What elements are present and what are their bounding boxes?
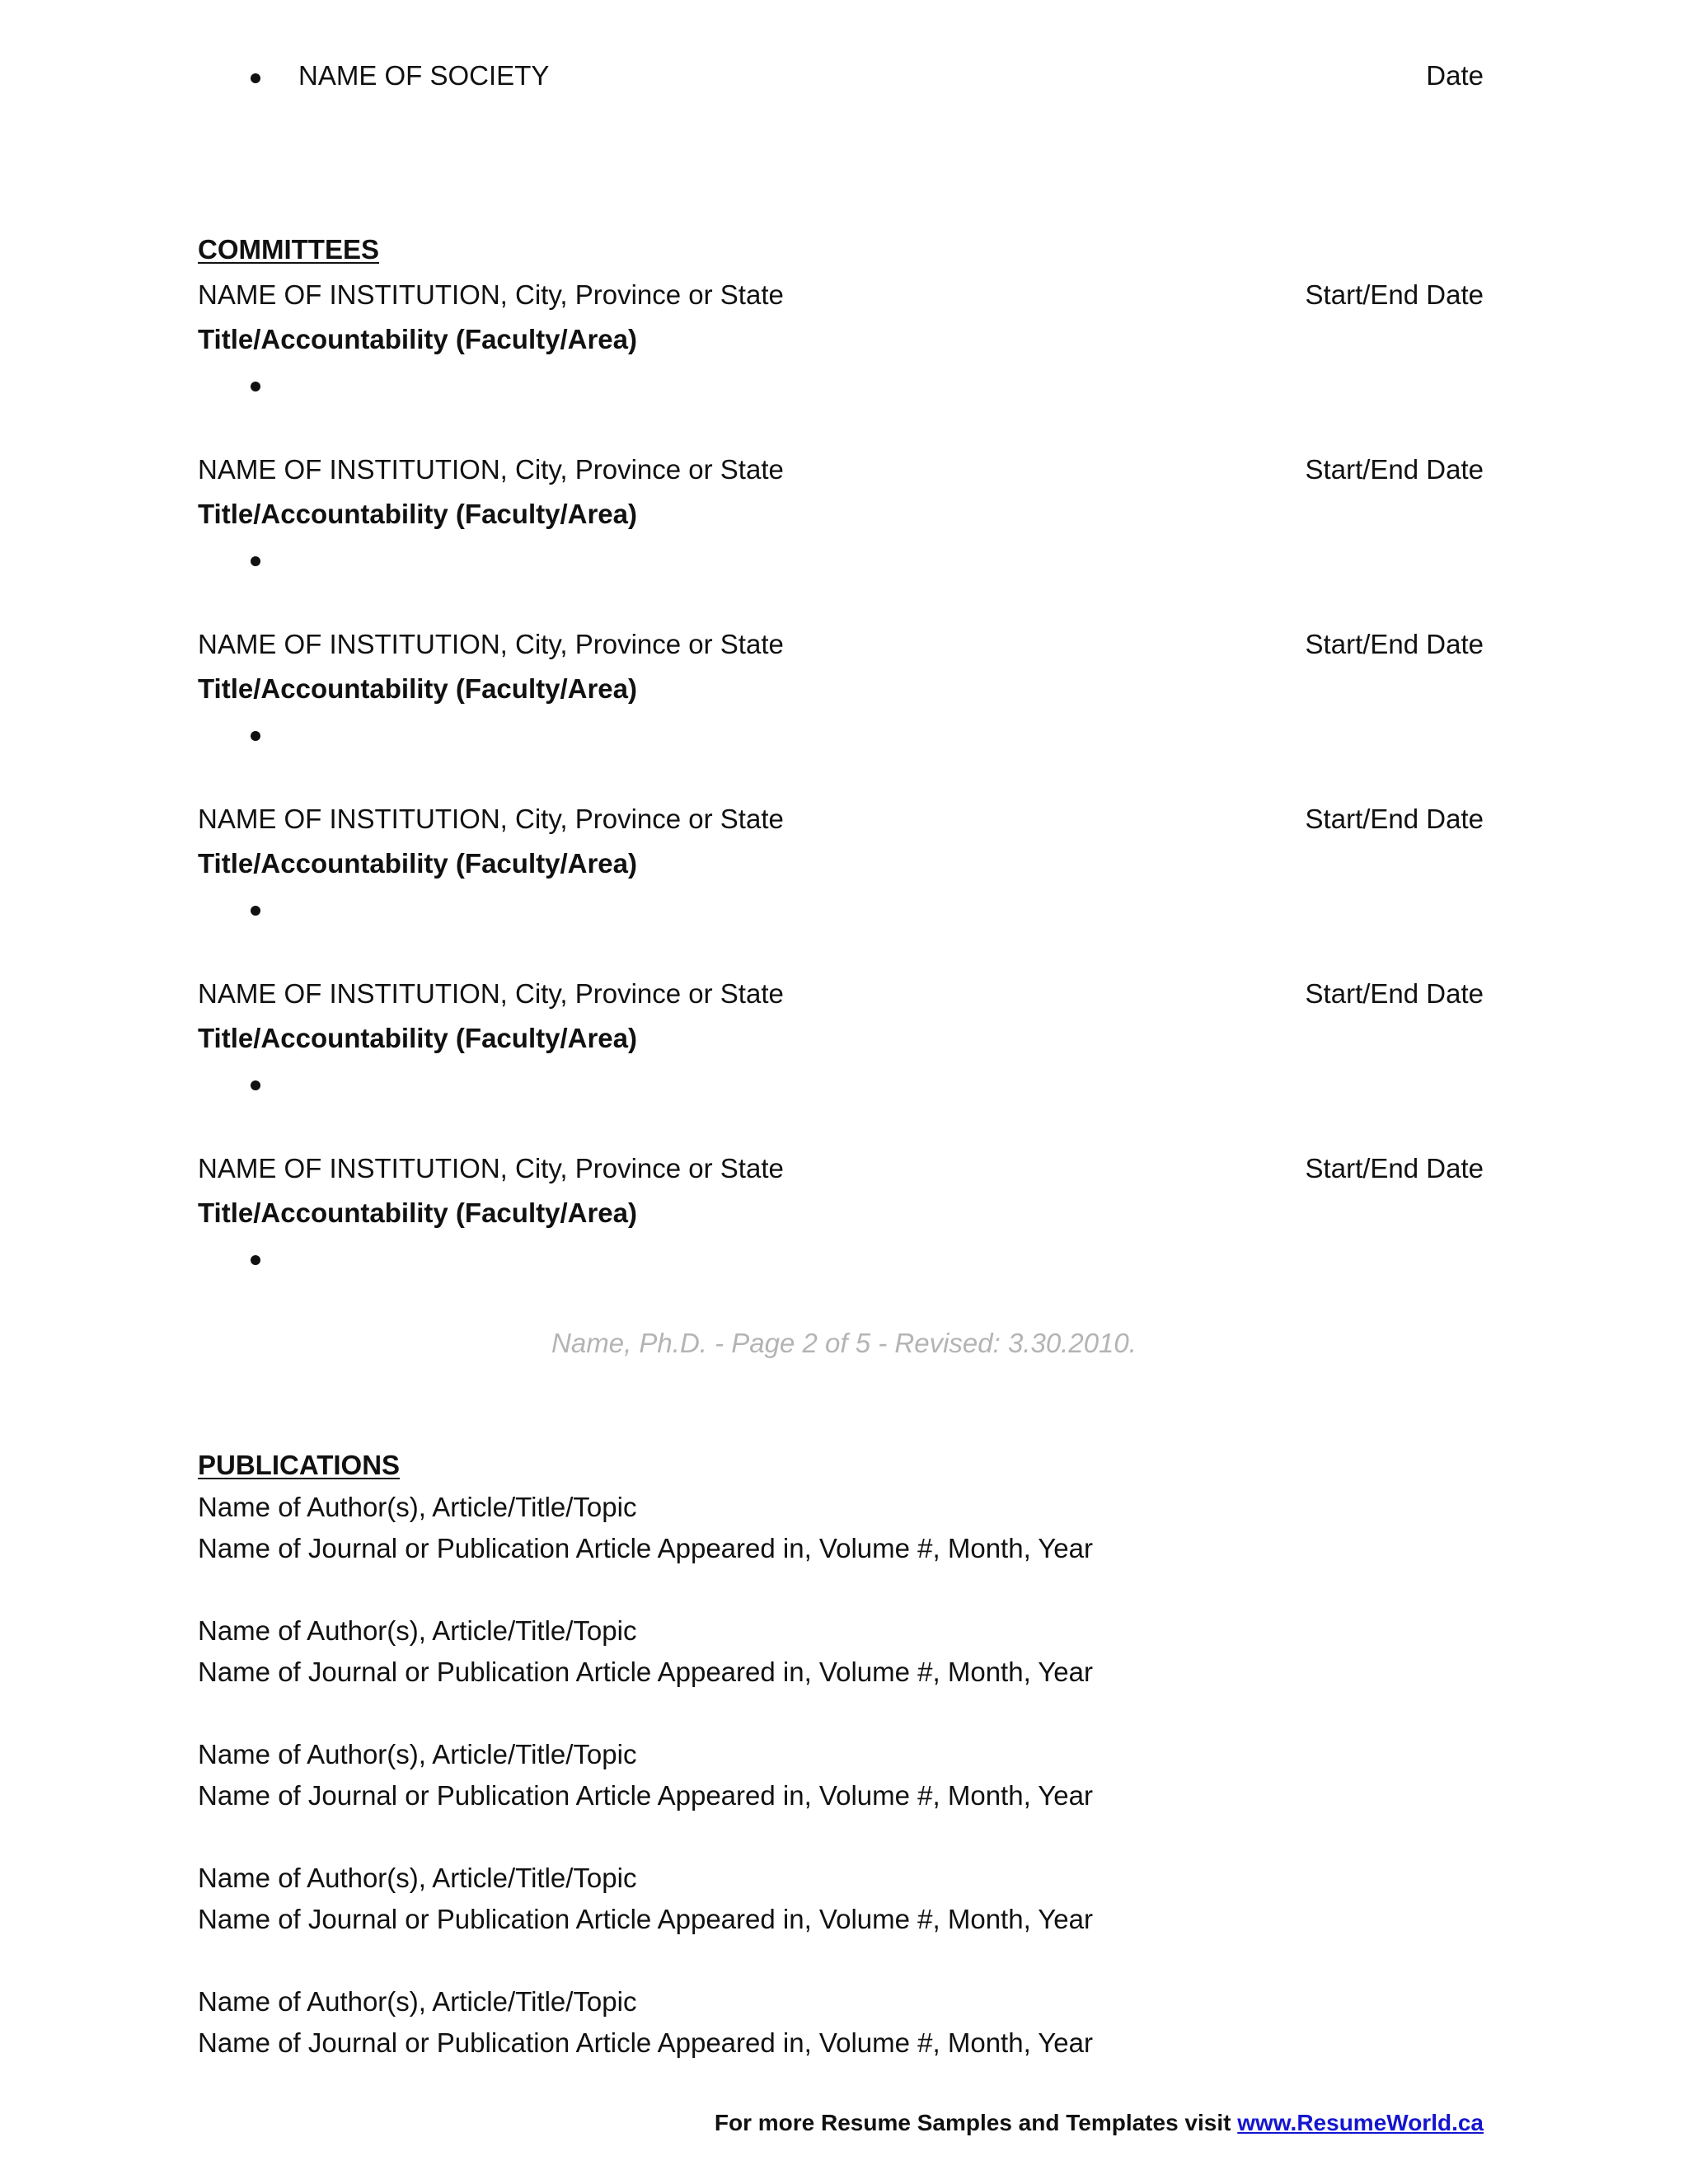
committees-heading: COMMITTEES [198,234,379,265]
society-name: NAME OF SOCIETY [298,60,550,91]
committee-title: Title/Accountability (Faculty/Area) [198,1197,637,1228]
committee-institution: NAME OF INSTITUTION, City, Province or State [198,279,784,310]
committee-title: Title/Accountability (Faculty/Area) [198,848,637,879]
committee-date: Start/End Date [1305,1153,1484,1183]
committee-title: Title/Accountability (Faculty/Area) [198,673,637,704]
committee-institution: NAME OF INSTITUTION, City, Province or State [198,804,784,834]
committee-bullet [251,1255,260,1265]
committee-date: Start/End Date [1305,279,1484,310]
publication-author: Name of Author(s), Article/Title/Topic [198,1986,637,2017]
committee-bullet [251,906,260,916]
committee-date: Start/End Date [1305,454,1484,485]
committee-bullet [251,731,260,741]
committee-bullet [251,556,260,566]
committee-title: Title/Accountability (Faculty/Area) [198,1023,637,1053]
society-bullet [251,73,260,83]
resumeworld-link[interactable]: www.ResumeWorld.ca [1237,2110,1484,2135]
committee-title: Title/Accountability (Faculty/Area) [198,324,637,354]
committee-title: Title/Accountability (Faculty/Area) [198,499,637,529]
society-date: Date [1426,60,1484,91]
promo-line [715,2108,1484,2138]
publication-journal: Name of Journal or Publication Article Appeared in, Volume #, Month, Year [198,1657,1093,1687]
committee-date: Start/End Date [1305,629,1484,659]
publication-journal: Name of Journal or Publication Article Appeared in, Volume #, Month, Year [198,2027,1093,2058]
page-footer: Name, Ph.D. - Page 2 of 5 - Revised: 3.30.2010. [551,1328,1137,1358]
promo-text: For more Resume Samples and Templates visit [714,2110,1238,2135]
committee-date: Start/End Date [1305,804,1484,834]
committee-institution: NAME OF INSTITUTION, City, Province or State [198,978,784,1009]
committee-institution: NAME OF INSTITUTION, City, Province or State [198,454,784,485]
publications-heading: PUBLICATIONS [198,1450,401,1480]
publication-author: Name of Author(s), Article/Title/Topic [198,1615,637,1646]
publication-author: Name of Author(s), Article/Title/Topic [198,1492,637,1522]
publication-author: Name of Author(s), Article/Title/Topic [198,1863,637,1893]
publication-journal: Name of Journal or Publication Article Appeared in, Volume #, Month, Year [198,1904,1093,1934]
committee-institution: NAME OF INSTITUTION, City, Province or State [198,629,784,659]
committee-institution: NAME OF INSTITUTION, City, Province or State [198,1153,784,1183]
committee-date: Start/End Date [1305,978,1484,1009]
committee-bullet [251,382,260,391]
publication-author: Name of Author(s), Article/Title/Topic [198,1739,637,1769]
committee-bullet [251,1080,260,1090]
publication-journal: Name of Journal or Publication Article Appeared in, Volume #, Month, Year [198,1533,1093,1563]
publication-journal: Name of Journal or Publication Article Appeared in, Volume #, Month, Year [198,1780,1093,1811]
